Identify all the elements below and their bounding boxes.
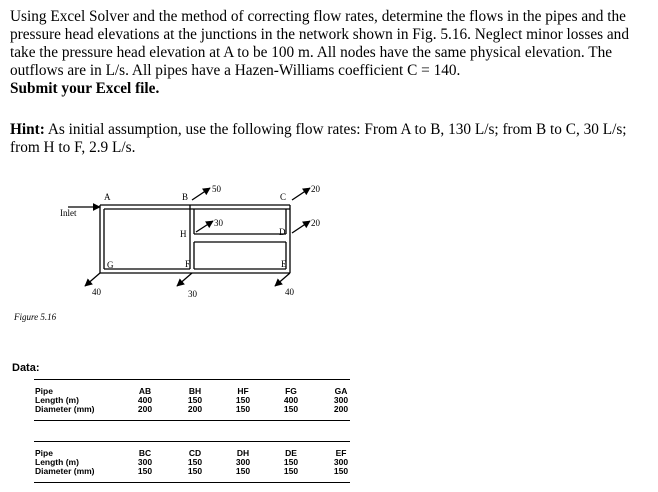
pipe-network — [68, 188, 310, 286]
flow-arrow-c — [292, 188, 310, 200]
flow-label-f: 30 — [188, 289, 197, 299]
table1-pipe: GA — [334, 386, 348, 396]
table2-diameter: 150 — [333, 466, 349, 476]
data-label: Data: — [12, 362, 40, 374]
node-label-H: H — [180, 229, 187, 239]
node-label-E: E — [281, 259, 287, 269]
table2-length-label: Length (m) — [35, 457, 79, 467]
table1-length: 400 — [283, 395, 299, 405]
flow-arrow-g — [85, 273, 100, 286]
table2-length: 150 — [187, 457, 203, 467]
flow-label-d: 20 — [311, 218, 320, 228]
pipe-DH — [194, 234, 286, 242]
table2-length: 300 — [333, 457, 349, 467]
problem-statement — [10, 8, 650, 98]
flow-arrow-f — [177, 273, 192, 286]
table1-diameter: 200 — [333, 404, 349, 414]
table1-length: 400 — [137, 395, 153, 405]
flow-arrow-e — [275, 273, 290, 286]
node-label-G: G — [107, 260, 114, 270]
pipe-CD — [286, 205, 290, 238]
table2-pipe: EF — [335, 448, 347, 458]
problem-text: Using Excel Solver and the method of correcting flow rates, determine the flows in the pipes and the pressure head elevations at the junctions in the network shown in Fig. 5.16. Neglect minor losses and take the pressure head elevation at A to be 100 m. All nodes have the same physical elevation. The outflows are in L/s. All pipes have a Hazen-Williams coefficient C = 140. — [10, 8, 629, 79]
hint-text: As initial assumption, use the following flow rates: From A to B, 130 L/s; from B to C, 30 L/s; from H to F, 2.9 L/s. — [10, 121, 627, 156]
hint-label: Hint: — [10, 121, 45, 138]
pipe-BH — [190, 205, 194, 238]
table1-diameter: 150 — [283, 404, 299, 414]
table1-pipe: AB — [138, 386, 152, 396]
flow-label-c: 20 — [311, 184, 320, 194]
flow-arrow-h — [196, 221, 213, 232]
table1-pipe: FG — [285, 386, 297, 396]
table1-top-rule — [34, 379, 350, 380]
table2-diameter: 150 — [283, 466, 299, 476]
table2-bottom-rule — [34, 482, 350, 483]
table1-length: 150 — [187, 395, 203, 405]
table2-length: 150 — [283, 457, 299, 467]
submit-instruction: Submit your Excel file. — [10, 80, 160, 97]
flow-arrow-d — [292, 221, 310, 233]
table2-diameter: 150 — [137, 466, 153, 476]
node-label-C: C — [280, 192, 287, 202]
flow-label-h: 30 — [214, 218, 223, 228]
pipe-AB — [100, 205, 190, 209]
pipe-DE — [286, 238, 290, 273]
hint-paragraph — [10, 121, 650, 157]
flow-arrow-b — [192, 188, 210, 200]
node-label-A: A — [104, 192, 111, 202]
table1-diameter: 200 — [187, 404, 203, 414]
table2-pipe-label: Pipe — [35, 448, 53, 458]
node-label-B: B — [182, 192, 189, 202]
table1-bottom-rule — [34, 420, 350, 421]
table1-pipe: HF — [237, 386, 249, 396]
pipe-BC — [190, 205, 290, 209]
table2-length: 300 — [137, 457, 153, 467]
table2-pipe: DE — [285, 448, 297, 458]
table2-top-rule — [34, 441, 350, 442]
table2-length: 300 — [235, 457, 251, 467]
table2-diameter: 150 — [235, 466, 251, 476]
network-figure — [0, 170, 658, 360]
table1-length: 150 — [235, 395, 251, 405]
table1-diameter: 200 — [137, 404, 153, 414]
figure-caption: Figure 5.16 — [14, 312, 57, 322]
table2-diameter-label: Diameter (mm) — [35, 466, 95, 476]
node-label-D: D — [279, 227, 286, 237]
table1-diameter: 150 — [235, 404, 251, 414]
table2-pipe: BC — [138, 448, 152, 458]
pipe-HF — [190, 238, 194, 269]
table1-length-label: Length (m) — [35, 395, 79, 405]
flow-label-g: 40 — [92, 287, 101, 297]
flow-label-b: 50 — [212, 184, 221, 194]
table2-diameter: 150 — [187, 466, 203, 476]
inlet-label: Inlet — [60, 208, 77, 218]
table1-pipe: BH — [188, 386, 202, 396]
table2-pipe: CD — [188, 448, 202, 458]
table1-diameter-label: Diameter (mm) — [35, 404, 95, 414]
table1-length: 300 — [333, 395, 349, 405]
table1-pipe-label: Pipe — [35, 386, 53, 396]
table2-pipe: DH — [236, 448, 250, 458]
node-label-F: F — [185, 259, 191, 269]
flow-label-e: 40 — [285, 287, 294, 297]
pipe-GA — [100, 205, 104, 273]
